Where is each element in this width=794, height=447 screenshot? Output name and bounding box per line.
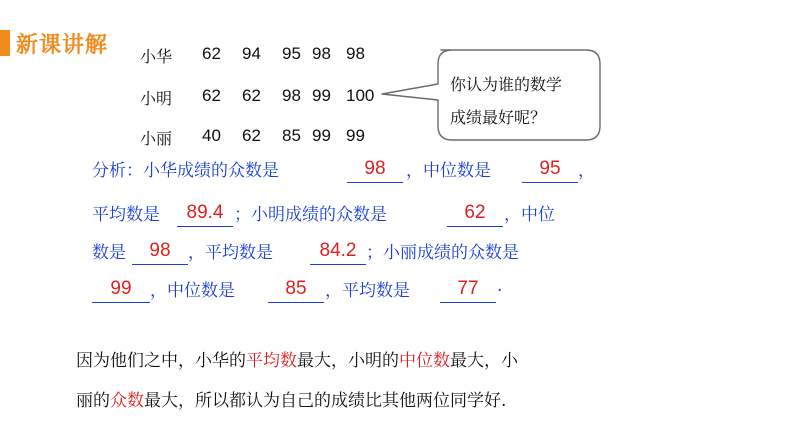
answer-blank: 98 [132,240,188,265]
analysis-text: ；小明成绩的众数是 [234,205,387,225]
answer-blank: 99 [92,278,150,303]
analysis-text: ，中位数是 [406,161,491,181]
score-cell: 99 [312,126,331,145]
answer-blank: 62 [447,202,503,227]
analysis-text: . [497,276,503,296]
callout-line: 成绩最好呢？ [450,108,547,127]
analysis-text: 分析：小华成绩的众数是 [92,161,279,181]
conclusion-text: 最大，小明的 [297,351,399,371]
answer-blank: 98 [347,158,403,183]
score-cell: 100 [346,86,375,105]
score-cell: 62 [202,86,221,105]
student-name: 小华 [140,47,173,66]
score-cell: 98 [312,44,331,63]
analysis-text: ，平均数是 [188,243,273,263]
section-title: 新课讲解 [16,33,109,58]
answer-blank: 84.2 [310,240,366,265]
score-cell: 85 [282,126,301,145]
analysis-text: 数是 [92,243,126,263]
analysis-text: ， [578,161,595,181]
score-cell: 99 [346,126,365,145]
analysis-text: ；小丽成绩的众数是 [366,243,519,263]
score-cell: 95 [282,44,301,63]
analysis-text: ，中位数是 [150,281,235,301]
highlight-term: 中位数 [399,351,450,371]
analysis-text: ，平均数是 [325,281,410,301]
conclusion-text: 最大，小 [450,351,518,371]
callout-text [450,68,600,134]
student-name: 小明 [140,89,173,108]
score-cell: 98 [346,44,365,63]
score-cell: 62 [242,86,261,105]
conclusion-text: 最大，所以都认为自己的成绩比其他两位同学好. [144,391,507,411]
conclusion-text: 因为他们之中，小华的 [76,351,246,371]
analysis-text: ，中位 [504,205,555,225]
highlight-term: 平均数 [246,351,297,371]
score-cell: 99 [312,86,331,105]
score-cell: 98 [282,86,301,105]
answer-blank: 77 [440,278,496,303]
callout-line: 你认为谁的数学 [450,75,563,94]
answer-blank: 89.4 [177,202,233,227]
student-name: 小丽 [140,129,173,148]
answer-blank: 95 [522,158,578,183]
highlight-term: 众数 [110,391,144,411]
conclusion-text: 丽的 [76,391,110,411]
score-cell: 62 [202,44,221,63]
header-accent-bar [0,30,10,56]
conclusion-line-1 [76,346,518,371]
conclusion-line-2 [76,386,506,411]
score-cell: 62 [242,126,261,145]
answer-blank: 85 [268,278,324,303]
analysis-text: 平均数是 [92,205,160,225]
score-cell: 94 [242,44,261,63]
score-cell: 40 [202,126,221,145]
